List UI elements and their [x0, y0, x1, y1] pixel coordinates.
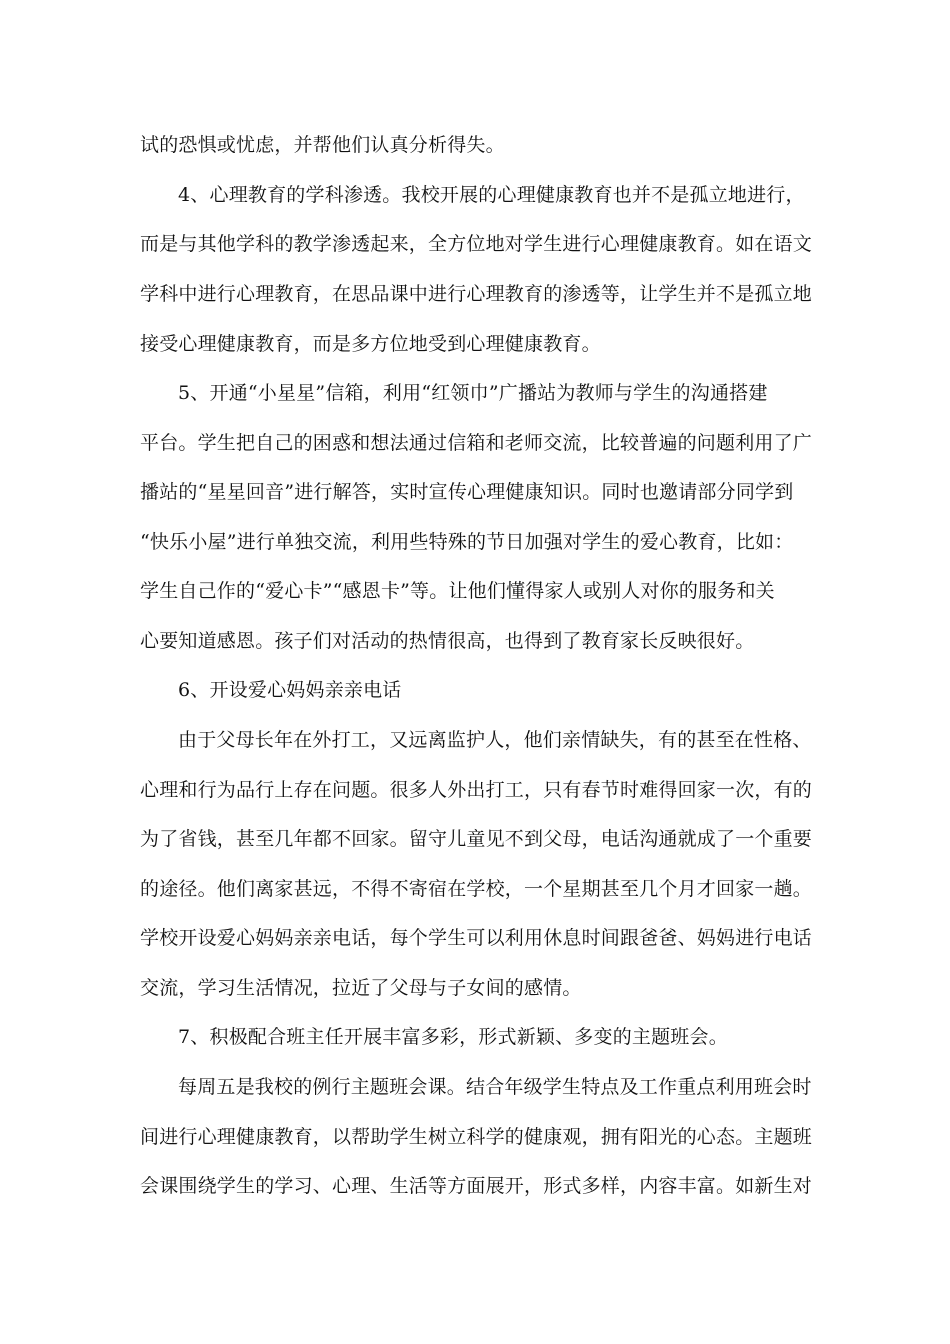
text-line: 播站的“星星回音”进行解答，实时宣传心理健康知识。同时也邀请部分同学到 — [140, 481, 794, 503]
text-line: 间进行心理健康教育，以帮助学生树立科学的健康观，拥有阳光的心态。主题班 — [140, 1126, 813, 1148]
text-line: 学校开设爱心妈妈亲亲电话，每个学生可以利用休息时间跟爸爸、妈妈进行电话 — [140, 927, 813, 949]
text-line: 交流，学习生活情况，拉近了父母与子女间的感情。 — [140, 977, 582, 999]
text-line: 平台。学生把自己的困惑和想法通过信箱和老师交流，比较普遍的问题利用了广 — [140, 432, 813, 454]
text-line: 为了省钱，甚至几年都不回家。留守儿童见不到父母，电话沟通就成了一个重要 — [140, 828, 813, 850]
text-line: 5、开通“小星星”信箱，利用“红领巾”广播站为教师与学生的沟通搭建 — [178, 382, 768, 404]
text-line: 会课围绕学生的学习、心理、生活等方面展开，形式多样，内容丰富。如新生对 — [140, 1175, 813, 1197]
text-line: 7、积极配合班主任开展丰富多彩，形式新颖、多变的主题班会。 — [178, 1026, 728, 1048]
text-line: 的途径。他们离家甚远，不得不寄宿在学校，一个星期甚至几个月才回家一趟。 — [140, 878, 813, 900]
text-line: 而是与其他学科的教学渗透起来，全方位地对学生进行心理健康教育。如在语文 — [140, 233, 813, 255]
text-line: “快乐小屋”进行单独交流，利用些特殊的节日加强对学生的爱心教育，比如： — [140, 531, 794, 553]
text-line: 学科中进行心理教育，在思品课中进行心理教育的渗透等，让学生并不是孤立地 — [140, 283, 813, 305]
text-line: 心理和行为品行上存在问题。很多人外出打工，只有春节时难得回家一次，有的 — [140, 779, 813, 801]
text-line: 试的恐惧或忧虑，并帮他们认真分析得失。 — [140, 134, 505, 156]
text-line: 6、开设爱心妈妈亲亲电话 — [178, 679, 402, 701]
text-line: 由于父母长年在外打工，又远离监护人，他们亲情缺失，有的甚至在性格、 — [178, 729, 812, 751]
text-line: 心要知道感恩。孩子们对活动的热情很高，也得到了教育家长反映很好。 — [140, 630, 755, 652]
text-line: 学生自己作的“爱心卡”“感恩卡”等。让他们懂得家人或别人对你的服务和关 — [140, 580, 775, 602]
text-line: 4、心理教育的学科渗透。我校开展的心理健康教育也并不是孤立地进行， — [178, 184, 805, 206]
text-line: 每周五是我校的例行主题班会课。结合年级学生特点及工作重点利用班会时 — [178, 1076, 812, 1098]
text-line: 接受心理健康教育，而是多方位地受到心理健康教育。 — [140, 333, 601, 355]
